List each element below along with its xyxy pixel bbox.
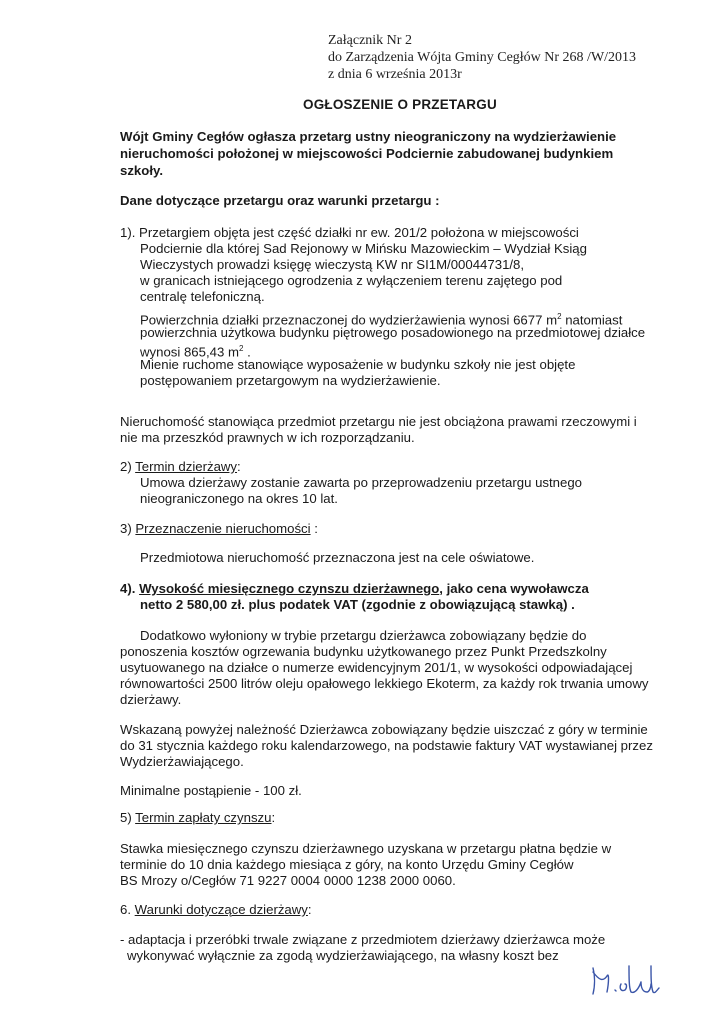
encumbrance-line: Nieruchomość stanowiąca przedmiot przetargu nie jest obciążona prawami rzeczowymi i	[120, 414, 637, 429]
encumbrance-line: nie ma przeszkód prawnych w ich rozporządzaniu.	[120, 430, 415, 445]
area-text: natomiast	[561, 312, 623, 328]
section-number: 3)	[120, 521, 136, 536]
section4-para1-line: Dodatkowo wyłoniony w trybie przetargu dzierżawca zobowiązany będzie do	[140, 628, 587, 643]
superscript: 2	[238, 344, 244, 353]
superscript: 2	[557, 312, 562, 321]
section-number: 6.	[120, 902, 135, 917]
page-title: OGŁOSZENIE O PRZETARGU	[303, 97, 497, 112]
section-label: Wysokość miesięcznego czynszu dzierżawnego	[139, 581, 440, 596]
section-suffix: :	[310, 521, 318, 536]
section1-line: 1). Przetargiem objęta jest część działki nr ew. 201/2 położona w miejscowości	[120, 225, 579, 240]
section1-line: Wieczystych prowadzi księgę wieczystą KW nr SI1M/00044731/8,	[140, 257, 525, 272]
area-text: Powierzchnia działki przeznaczonej do wydzierżawienia wynosi 6677 m	[140, 312, 558, 328]
section4-para2-line: do 31 stycznia każdego roku kalendarzowego, na podstawie faktury VAT wystawianej przez	[120, 738, 653, 753]
section-suffix: :	[271, 810, 276, 825]
section3-heading	[120, 521, 318, 537]
section4-para1-line: równowartości 2500 litrów oleju opałowego lekkiego Ekoterm, za każdy rok trwania umowy	[120, 676, 649, 691]
section1-movable-line: Mienie ruchome stanowiące wyposażenie w budynku szkoły nie jest objęte	[140, 357, 576, 372]
intro-line: Wójt Gminy Cegłów ogłasza przetarg ustny nieograniczony na wydzierżawienie	[120, 129, 617, 144]
section2-heading	[120, 459, 241, 475]
section-number: 2)	[120, 459, 136, 474]
section-number: 5)	[120, 810, 136, 825]
section1-area-line: powierzchnia użytkowa budynku piętrowego posadowionego na przedmiotowej działce	[140, 325, 646, 340]
section-number: 4).	[120, 581, 140, 596]
section-suffix: , jako cena wywoławcza	[439, 581, 589, 596]
section-label: Warunki dotyczące dzierżawy	[134, 902, 308, 917]
section4-para1-line: ponoszenia kosztów ogrzewania budynku użytkowanego przez Punkt Przedszkolny	[120, 644, 607, 659]
signature-initials	[585, 962, 665, 1002]
section-label: Termin zapłaty czynszu	[135, 810, 272, 825]
area-text: .	[243, 344, 251, 360]
section1-movable-line: postępowaniem przetargowym na wydzierżawienie.	[140, 373, 441, 388]
annex-number: Załącznik Nr 2	[328, 33, 412, 48]
section-label: Termin dzierżawy	[135, 459, 238, 474]
section2-line: Umowa dzierżawy zostanie zawarta po przeprowadzeniu przetargu ustnego	[140, 475, 583, 490]
section1-line: Podciernie dla której Sad Rejonowy w Mińsku Mazowieckim – Wydział Ksiąg	[140, 241, 587, 256]
annex-ordinance: do Zarządzenia Wójta Gminy Cegłów Nr 268 /W/2013	[328, 50, 637, 65]
section4-para1-line: usytuowanego na działce o numerze ewidencyjnym 201/1, w wysokości odpowiadającej	[120, 660, 633, 675]
section5-heading	[120, 810, 275, 826]
section6-line: - adaptacja i przeróbki trwale związane z przedmiotem dzierżawy dzierżawca może	[120, 932, 606, 947]
section4-para1-line: dzierżawy.	[120, 692, 182, 707]
section4-para2-line: Wskazaną powyżej należność Dzierżawca zobowiązany będzie uiszczać z góry w terminie	[120, 722, 648, 737]
section2-line: nieograniczonego na okres 10 lat.	[140, 491, 338, 506]
section5-line: terminie do 10 dnia każdego miesiąca z góry, na konto Urzędu Gminy Cegłów	[120, 857, 574, 872]
section4-para2-line: Wydzierżawiającego.	[120, 754, 244, 769]
section-label: Przeznaczenie nieruchomości	[135, 521, 311, 536]
area-text: wynosi 865,43 m	[140, 344, 239, 360]
section-suffix: :	[307, 902, 312, 917]
section-suffix: :	[237, 459, 241, 474]
section3-line: Przedmiotowa nieruchomość przeznaczona jest na cele oświatowe.	[140, 550, 535, 565]
section4-heading	[120, 581, 589, 597]
intro-line: nieruchomości położonej w miejscowości Podciernie zabudowanej budynkiem	[120, 146, 614, 161]
section1-line: w granicach istniejącego ogrodzenia z wyłączeniem terenu zajętego pod	[140, 273, 563, 288]
conditions-heading: Dane dotyczące przetargu oraz warunki przetargu :	[120, 193, 440, 208]
section1-line: centralę telefoniczną.	[140, 289, 265, 304]
section5-line: BS Mrozy o/Cegłów 71 9227 0004 0000 1238 2000 0060.	[120, 873, 456, 888]
min-step: Minimalne postąpienie - 100 zł.	[120, 783, 302, 798]
section4-price-line: netto 2 580,00 zł. plus podatek VAT (zgodnie z obowiązującą stawką) .	[140, 597, 575, 612]
section6-line: wykonywać wyłącznie za zgodą wydzierżawiającego, na własny koszt bez	[127, 948, 559, 963]
intro-line: szkoły.	[120, 163, 164, 178]
section6-heading	[120, 902, 312, 918]
section5-line: Stawka miesięcznego czynszu dzierżawnego uzyskana w przetargu płatna będzie w	[120, 841, 612, 856]
annex-date: z dnia 6 września 2013r	[328, 67, 462, 82]
